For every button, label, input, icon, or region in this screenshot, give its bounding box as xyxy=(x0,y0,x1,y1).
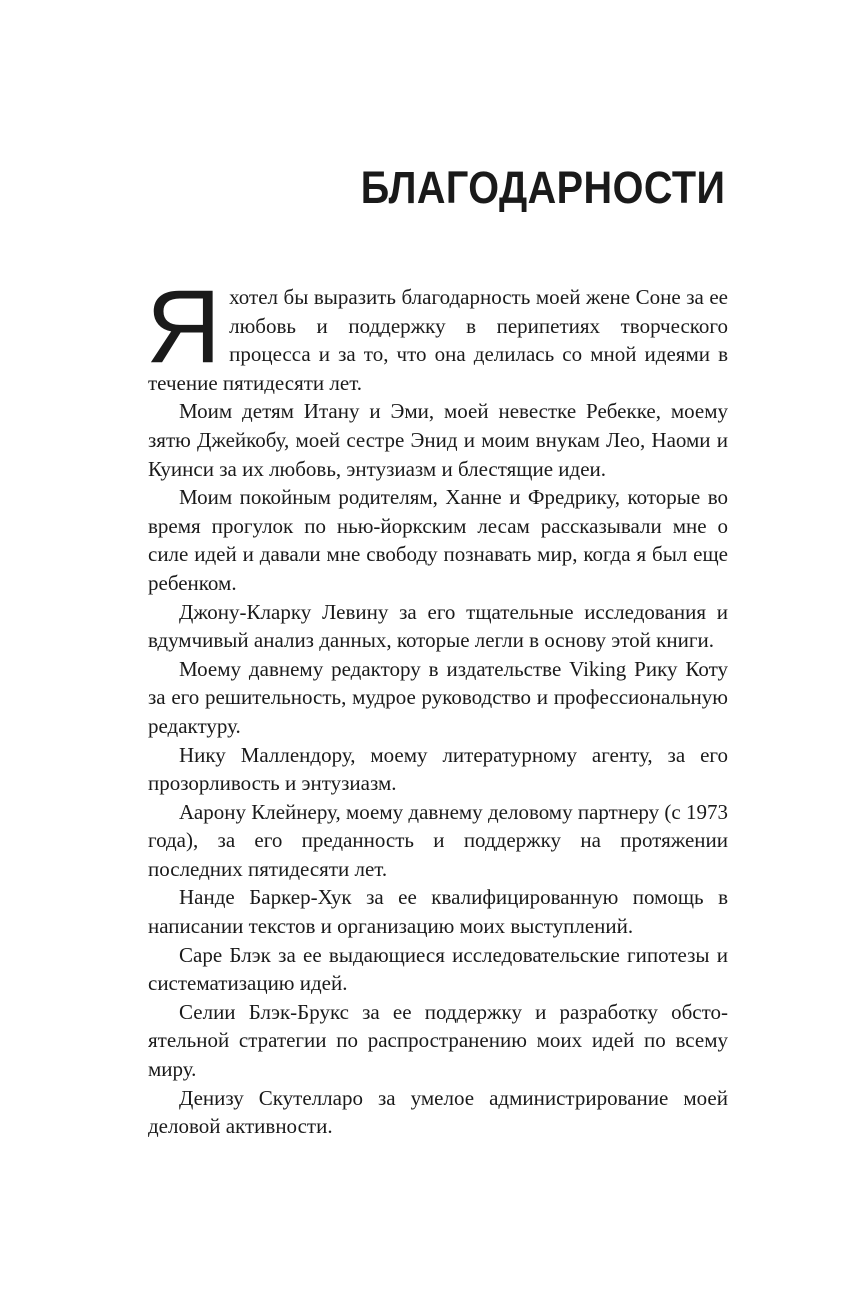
paragraph-6: Нику Маллендору, моему литературному агенту, за его прозорливость и энтузиазм. xyxy=(148,742,728,796)
paragraph-11: Денизу Скутелларо за умелое администрирование моей деловой активности. xyxy=(148,1085,728,1139)
paragraph-5: Моему давнему редактору в издательстве Viking Рику Коту за его решительность, мудрое руководство и профессиональную редактуру. xyxy=(148,656,728,738)
paragraph-9: Саре Блэк за ее выдающиеся исследовательские гипотезы и систематизацию идей. xyxy=(148,942,728,996)
paragraph-10: Селии Блэк-Брукс за ее поддержку и разработку обстоятельной стратегии по распространению моих идей по всему миру. xyxy=(148,999,728,1082)
paragraph-8: Нанде Баркер-Хук за ее квалифицированную помощь в написании текстов и организацию моих выступлений. xyxy=(148,885,728,939)
paragraph-7: Аарону Клейнеру, моему давнему деловому партнеру (с 1973 года), за его преданность и поддержку на протяжении последних пятидесяти лет. xyxy=(148,799,728,881)
paragraph-3: Моим покойным родителям, Ханне и Фредрику, которые во время прогулок по нью-йоркским лесам рассказывали мне о силе идей и давали мне свободу познавать мир, когда я был еще ребенком. xyxy=(148,485,728,595)
paragraph-text: хотел бы выразить благодарность моей жене Соне за ее любовь и поддержку в перипетиях творческого процесса и за то, что она делилась со мной идеями в течение пятидесяти лет. xyxy=(148,285,728,395)
paragraph-4: Джону-Кларку Левину за его тщательные исследования и вдумчивый анализ данных, которые легли в основу этой книги. xyxy=(148,599,728,653)
acknowledgements-body xyxy=(146,269,728,1141)
chapter-title: БЛАГОДАРНОСТИ xyxy=(360,162,725,213)
drop-cap: Я xyxy=(146,269,222,385)
paragraph-2: Моим детям Итану и Эми, моей невестке Ребекке, моему зятю Джейкобу, моей сестре Энид и моим внукам Лео, Наоми и Куинси за их любовь, энтузиазм и блестящие идеи. xyxy=(148,399,728,481)
paragraph-1 xyxy=(146,269,728,397)
